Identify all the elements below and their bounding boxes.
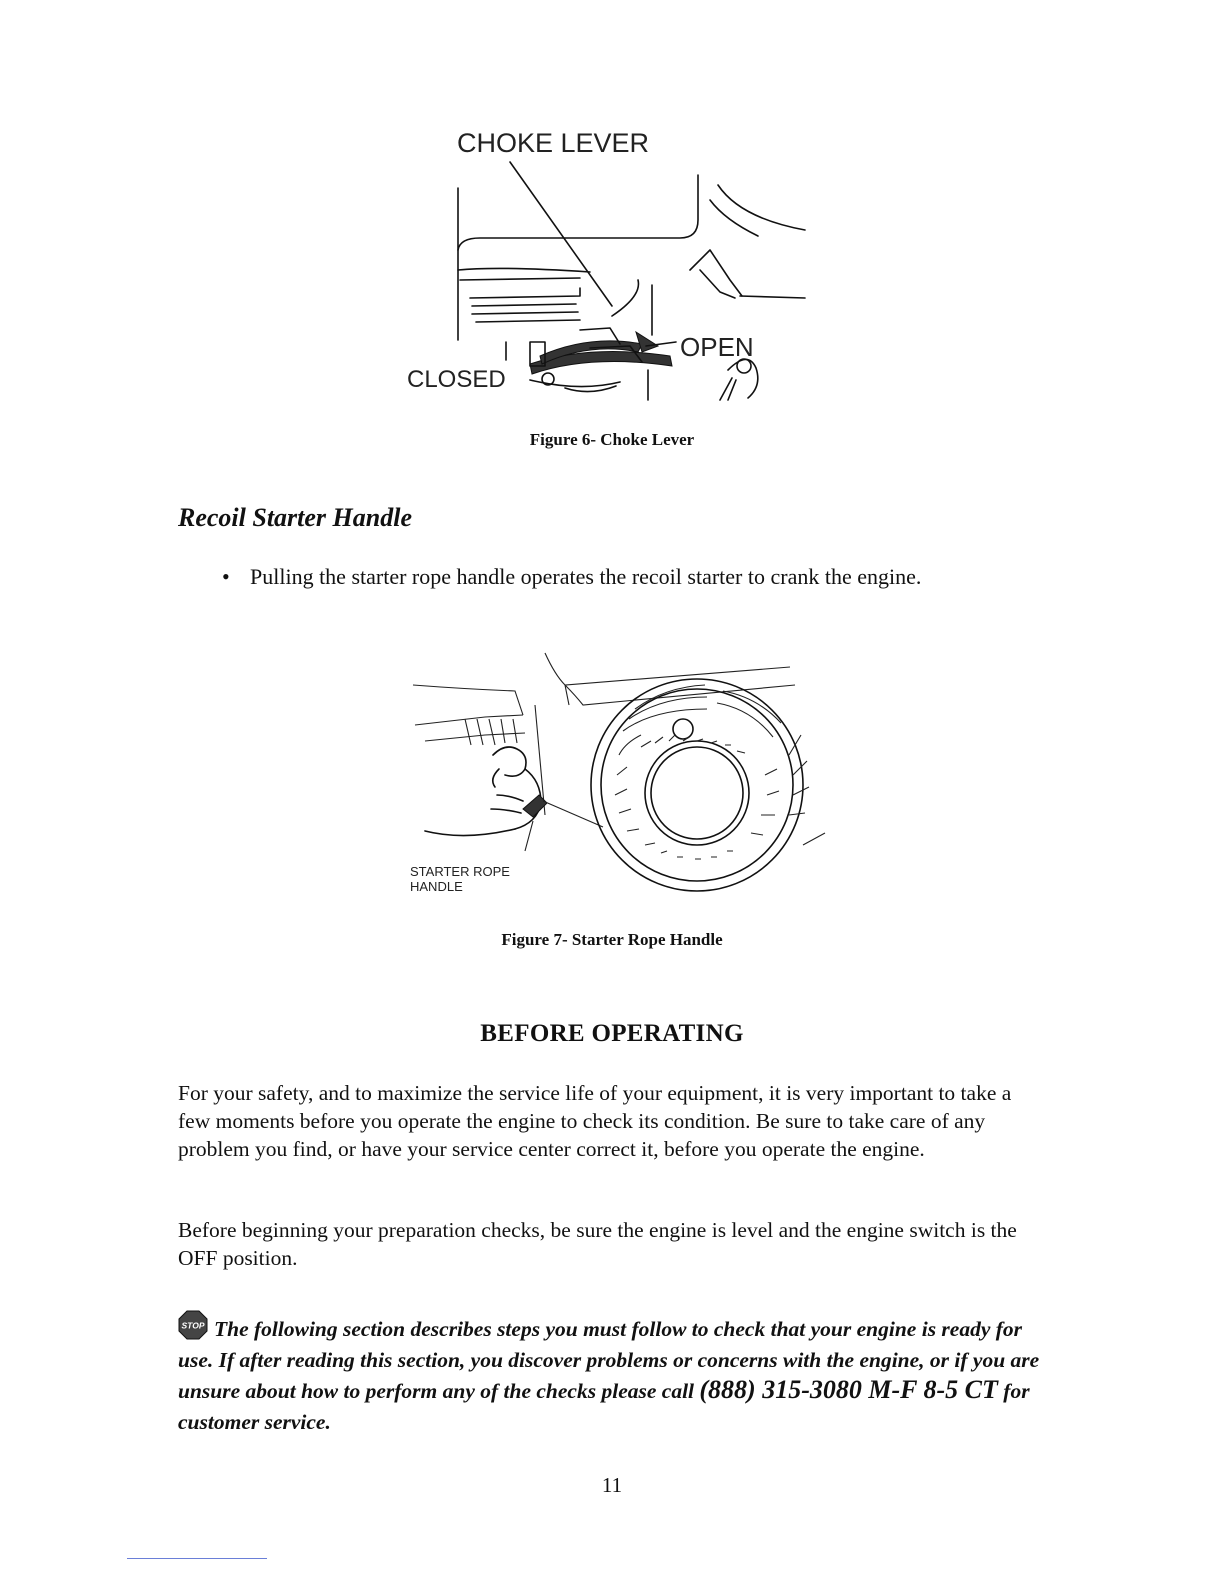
figure-7-caption: Figure 7- Starter Rope Handle: [501, 930, 723, 949]
before-operating-paragraph-1: For your safety, and to maximize the service life of your equipment, it is very important to take a few moments before you operate the engine to check its condition. Be sure to take care of any problem you find, or have your service center correct it, before you operate the engine.: [178, 1081, 1012, 1161]
choke-lever-label: CHOKE LEVER: [457, 128, 650, 158]
recoil-starter-title: Recoil Starter Handle: [178, 503, 412, 532]
page-number: 11: [601, 1473, 623, 1497]
notice-text-part1: The following section describes steps you must follow to check that your engine is ready for use. If after reading this section, you discover problems or concerns with the engine, or if you are unsure about how to perform any of the checks please call: [178, 1317, 1040, 1403]
safety-notice: [178, 1310, 1048, 1437]
figure-6-caption: Figure 6- Choke Lever: [529, 430, 695, 449]
recoil-bullet-item: [222, 564, 1022, 590]
figure-7: [405, 645, 845, 905]
stop-sign-icon: [178, 1310, 208, 1340]
bullet-dot: •: [222, 564, 230, 589]
starter-rope-label-line1: STARTER ROPE: [410, 864, 510, 879]
choke-open-label: OPEN: [680, 332, 754, 362]
recoil-bullet-text: Pulling the starter rope handle operates the recoil starter to crank the engine.: [250, 564, 922, 589]
notice-text-part2: for customer service.: [178, 1379, 1030, 1434]
notice-phone: (888) 315-3080 M-F 8-5 CT: [699, 1375, 998, 1404]
starter-rope-label-line2: HANDLE: [410, 879, 463, 894]
footnote-separator: [127, 1558, 267, 1559]
figure-6: [380, 120, 820, 420]
before-operating-paragraph-2: Before beginning your preparation checks, be sure the engine is level and the engine switch is the OFF position.: [178, 1218, 1017, 1270]
choke-closed-label: CLOSED: [407, 366, 506, 393]
stop-sign-text: STOP: [181, 1320, 205, 1331]
before-operating-heading: BEFORE OPERATING: [480, 1020, 744, 1047]
